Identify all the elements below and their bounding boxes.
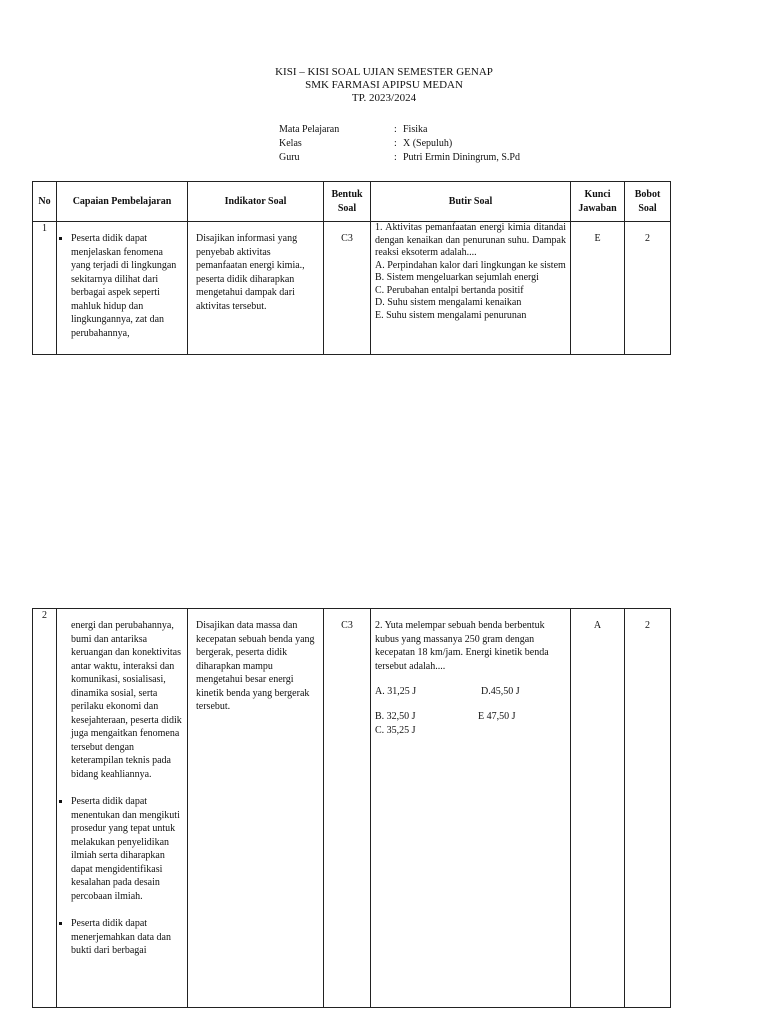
bentuk-cell: C3 bbox=[324, 222, 371, 355]
kunci-cell: E bbox=[571, 222, 625, 355]
capaian-item: ▪ Peserta didik dapat menjelaskan fenomena yang terjadi di lingkungan sekitarnya dilihat dari berbagai aspek seperti mahluk hidup dan lingkungannya, zat dan perubahannya, bbox=[71, 232, 183, 340]
bentuk-cell: C3 bbox=[324, 609, 371, 1008]
col-bentuk-l1: Bentuk bbox=[331, 189, 363, 200]
option-e: E 47,50 J bbox=[478, 711, 516, 722]
options-row-1 bbox=[375, 685, 566, 699]
col-indikator: Indikator Soal bbox=[188, 182, 324, 222]
col-bentuk-l2: Soal bbox=[337, 202, 357, 214]
meta-value: X (Sepuluh) bbox=[403, 138, 453, 149]
meta-value: Fisika bbox=[403, 124, 428, 135]
col-kunci bbox=[571, 182, 625, 222]
capaian-cell bbox=[57, 609, 188, 1008]
butir-cell bbox=[371, 222, 571, 355]
indikator-cell: Disajikan data massa dan kecepatan sebuah benda yang bergerak, peserta didik diharapkan mampu mengetahui besar energi kinetik benda yang bergerak tersebut. bbox=[188, 609, 324, 1008]
question-text: 2. Yuta melempar sebuah benda berbentuk kubus yang massanya 250 gram dengan kecepatan 18 km/jam. Energi kinetik benda tersebut adalah.... bbox=[375, 620, 549, 672]
meta-row-teacher bbox=[279, 151, 579, 165]
table-header-row bbox=[33, 182, 671, 222]
meta-sep: : bbox=[394, 152, 397, 163]
kunci-cell: A bbox=[571, 609, 625, 1008]
col-capaian: Capaian Pembelajaran bbox=[57, 182, 188, 222]
meta-sep: : bbox=[394, 124, 397, 135]
grid-table-2 bbox=[32, 608, 671, 1008]
option-c: C. 35,25 J bbox=[375, 725, 416, 736]
col-butir: Butir Soal bbox=[371, 182, 571, 222]
grid-table-1 bbox=[32, 181, 671, 355]
meta-label: Guru bbox=[279, 152, 300, 163]
meta-label: Kelas bbox=[279, 138, 302, 149]
meta-block bbox=[279, 123, 579, 165]
option-d: D.45,50 J bbox=[481, 686, 520, 697]
title-line-1: KISI – KISI SOAL UJIAN SEMESTER GENAP bbox=[275, 66, 493, 78]
bobot-cell: 2 bbox=[625, 609, 671, 1008]
capaian-item: ▪ Peserta didik dapat menerjemahkan data dan bukti dari berbagai bbox=[71, 917, 183, 958]
meta-label: Mata Pelajaran bbox=[279, 124, 340, 135]
col-no: No bbox=[33, 182, 57, 222]
meta-row-class bbox=[279, 137, 579, 151]
col-bentuk bbox=[324, 182, 371, 222]
indikator-cell: Disajikan informasi yang penyebab aktivitas pemanfaatan energi kimia., peserta didik diharapkan mengetahui dampak dari aktivitas tersebut. bbox=[188, 222, 324, 355]
capaian-item: ▪ Peserta didik dapat menentukan dan mengikuti prosedur yang tepat untuk melakukan penyelidikan ilmiah serta diharapkan dapat mengidentifikasi kesalahan pada desain percobaan ilmiah. bbox=[71, 795, 183, 903]
col-kunci-l1: Kunci bbox=[584, 189, 611, 200]
col-kunci-l2: Jawaban bbox=[578, 202, 617, 214]
meta-sep: : bbox=[394, 138, 397, 149]
option-d: D. Suhu sistem mengalami kenaikan bbox=[375, 297, 522, 308]
meta-value: Putri Ermin Diningrum, S.Pd bbox=[403, 152, 520, 163]
table-row bbox=[33, 222, 671, 355]
meta-row-subject bbox=[279, 123, 579, 137]
row-number: 2 bbox=[33, 609, 57, 1008]
capaian-continued: energi dan perubahannya, bumi dan antariksa keruangan dan konektivitas antar waktu, interaksi dan komunikasi, sosialisasi, dinamika sosial, serta perilaku ekonomi dan kesejahteraan, peserta didik juga mengaitkan fenomena tersebut dengan keterampilan teknis pada bidang keahliannya. bbox=[71, 620, 182, 780]
title-line-3: TP. 2023/2024 bbox=[351, 92, 417, 104]
col-bobot-l1: Bobot bbox=[634, 189, 661, 200]
capaian-cell bbox=[57, 222, 188, 355]
col-bobot-l2: Soal bbox=[638, 202, 657, 214]
option-b: B. 32,50 J bbox=[375, 711, 416, 722]
doc-title bbox=[0, 66, 768, 105]
option-c: C. Perubahan entalpi bertanda positif bbox=[375, 284, 524, 296]
option-a: A. Perpindahan kalor dari lingkungan ke sistem bbox=[375, 259, 566, 271]
option-e: E. Suhu sistem mengalami penurunan bbox=[375, 309, 527, 321]
options-row-2 bbox=[375, 710, 566, 724]
bobot-cell: 2 bbox=[625, 222, 671, 355]
col-bobot bbox=[625, 182, 671, 222]
title-line-2: SMK FARMASI APIPSU MEDAN bbox=[305, 79, 463, 91]
row-number: 1 bbox=[33, 222, 57, 355]
option-b: B. Sistem mengeluarkan sejumlah energi bbox=[375, 272, 539, 283]
butir-cell bbox=[371, 609, 571, 1008]
option-a: A. 31,25 J bbox=[375, 686, 417, 697]
question-text: 1. Aktivitas pemanfaatan energi kimia ditandai dengan kenaikan dan penurunan suhu. Dampak reaksi eksoterm adalah.... bbox=[375, 222, 566, 258]
table-row bbox=[33, 609, 671, 1008]
